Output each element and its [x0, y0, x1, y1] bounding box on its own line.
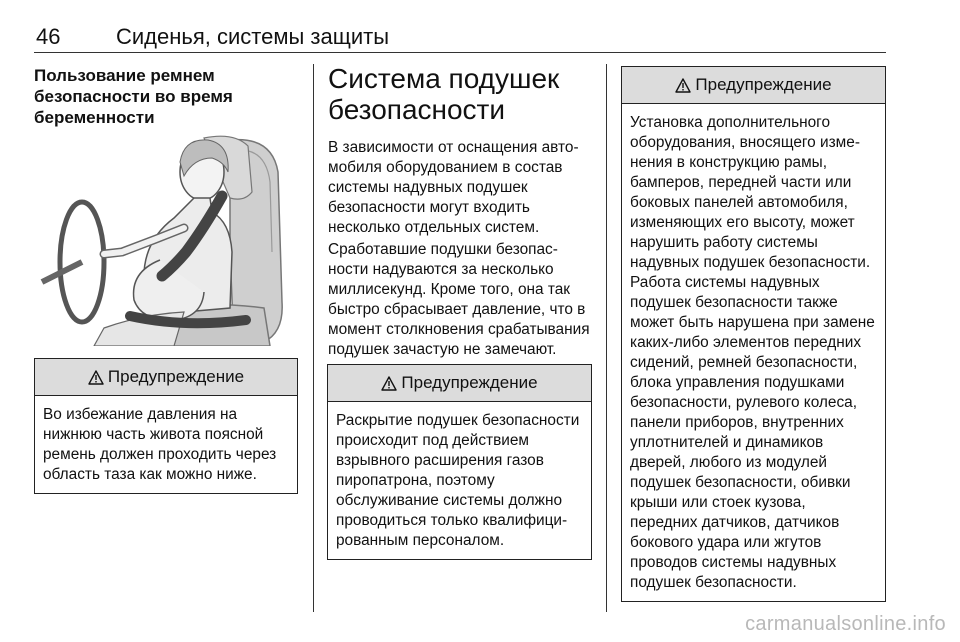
modification-warning-box: [621, 66, 886, 602]
chapter-title: Сиденья, системы защиты: [116, 24, 390, 49]
warning-triangle-icon: [88, 370, 104, 385]
warning-heading: Предупреждение: [695, 75, 832, 94]
pregnancy-belt-title: Пользование ремнем безопасности во время беременности: [34, 66, 233, 127]
pregnancy-warning-box: [34, 358, 298, 494]
page-header: [34, 22, 886, 53]
warning-text: Установка дополнительного оборудования, вносящего изменения в конструкцию рамы, бамперов, передней части или боковых панелей автомобиля, изменяющих его высоту, может нарушить работу системы надувных подушек безопасности. Работа системы надувных подушек безопасности также может быть нарушена при замене каких-либо элементов передних сидений, ремней безопасности, блока управления подушками безопасности, рулевого колеса, панели приборов, внутренних уплотнителей и динамиков дверей, любого из модулей подушек безопасности, обивки крыши или стоек кузова, передних датчиков, датчиков бокового удара или жгутов проводов системы надувных подушек безопасности.: [630, 114, 875, 591]
warning-header: [622, 67, 885, 104]
airbag-section-title: Система подушек безопасности: [328, 63, 560, 125]
warning-header: [328, 365, 591, 402]
warning-triangle-icon: [675, 78, 691, 93]
warning-triangle-icon: [381, 376, 397, 391]
warning-heading: Предупреждение: [401, 373, 538, 392]
service-warning-box: [327, 364, 592, 560]
airbag-intro-paragraph: В зависимости от оснащения автомобиля оборудованием в состав системы надувных подушек безопасности могут входить несколько отдельных систем.: [328, 139, 579, 236]
watermark: carmanualsonline.info: [745, 613, 946, 635]
warning-text: Во избежание давления на нижнюю часть живота поясной ремень должен проходить через область таза как можно ниже.: [43, 406, 277, 483]
warning-text: Раскрытие подушек безопасности происходит под действием взрывного расширения газов пиропатрона, поэтому обслуживание системы должно проводиться только квалифицированным персоналом.: [336, 412, 580, 549]
column-divider-right: [606, 64, 607, 612]
airbag-deployment-paragraph: Сработавшие подушки безопасности надуваются за несколько миллисекунд. Кроме того, она так быстро сбрасывает давление, что в момент столкновения срабатывания подушек зачастую не замечают.: [328, 241, 590, 358]
column-divider-left: [313, 64, 314, 612]
pregnant-woman-seatbelt-illustration: [34, 132, 298, 346]
page-number: 46: [36, 24, 61, 49]
warning-heading: Предупреждение: [107, 367, 245, 386]
warning-header: [35, 359, 297, 396]
